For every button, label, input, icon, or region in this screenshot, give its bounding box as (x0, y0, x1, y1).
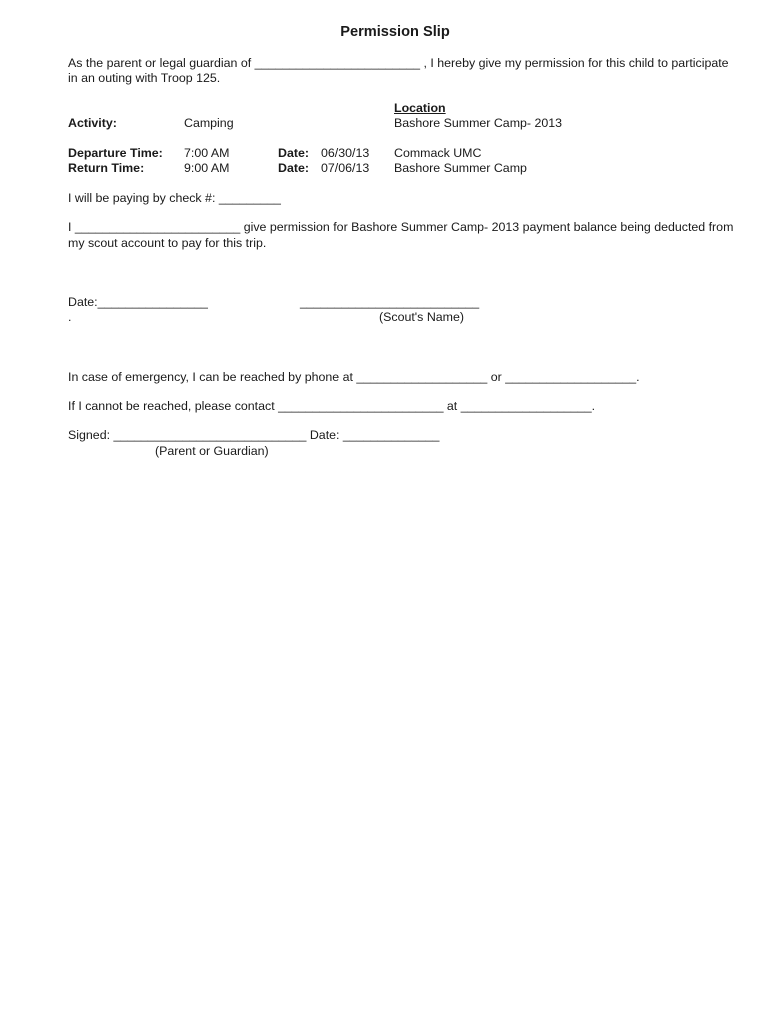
deduction-line-2: my scout account to pay for this trip. (68, 236, 267, 250)
scout-date-line: Date:________________ (68, 295, 208, 309)
intro-line-2: in an outing with Troop 125. (68, 71, 221, 85)
departure-date-label: Date: (278, 146, 309, 160)
return-location: Bashore Summer Camp (394, 161, 527, 175)
return-date-value: 07/06/13 (321, 161, 370, 175)
departure-time-label: Departure Time: (68, 146, 163, 160)
departure-location: Commack UMC (394, 146, 482, 160)
activity-location: Bashore Summer Camp- 2013 (394, 116, 563, 130)
return-time-label: Return Time: (68, 161, 145, 175)
departure-time-value: 7:00 AM (184, 146, 230, 160)
scout-name-caption: (Scout's Name) (379, 310, 464, 324)
guardian-caption: (Parent or Guardian) (155, 444, 269, 458)
emergency-contact-line: If I cannot be reached, please contact ________________________ at ___________________. (68, 399, 596, 413)
document-title: Permission Slip (340, 24, 450, 40)
location-header: Location (394, 101, 446, 115)
activity-label: Activity: (68, 116, 117, 130)
return-date-label: Date: (278, 161, 309, 175)
departure-date-value: 06/30/13 (321, 146, 370, 160)
return-time-value: 9:00 AM (184, 161, 230, 175)
check-number-line: I will be paying by check #: _________ (68, 191, 281, 205)
activity-value: Camping (184, 116, 234, 130)
deduction-line-1: I ________________________ give permission for Bashore Summer Camp- 2013 payment balance being deducted from (68, 220, 734, 234)
intro-line-1: As the parent or legal guardian of ________________________ , I hereby give my permission for this child to participate (68, 56, 729, 70)
emergency-phone-line: In case of emergency, I can be reached by phone at ___________________ or ___________________. (68, 370, 640, 384)
guardian-signed-line: Signed: ____________________________ Date: ______________ (68, 428, 440, 442)
scout-name-line: __________________________ (300, 295, 480, 309)
scout-date-period: . (68, 310, 72, 324)
